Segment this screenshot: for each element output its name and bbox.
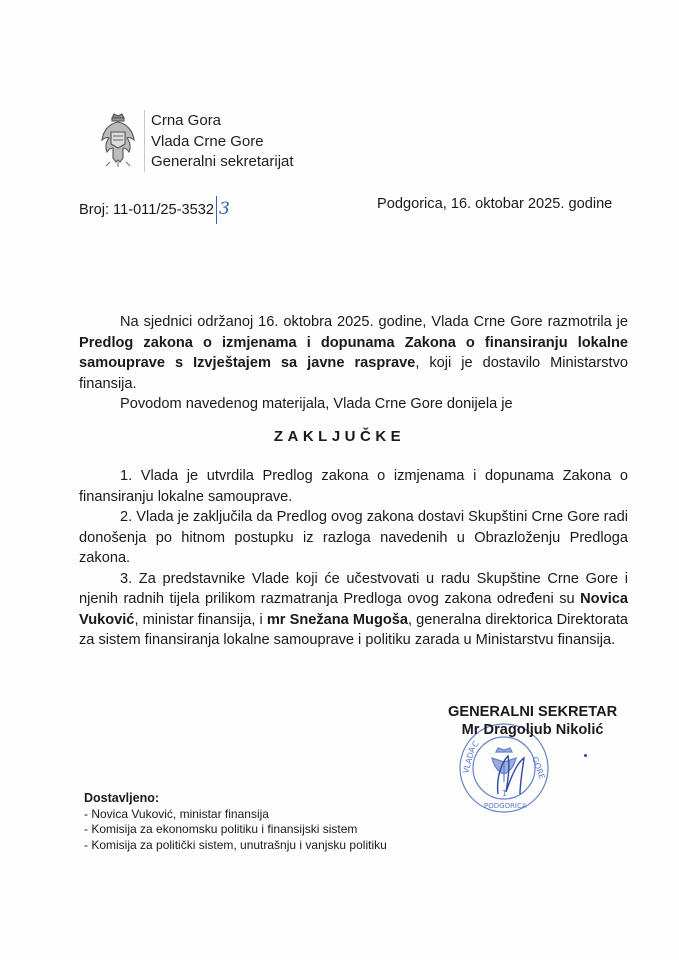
svg-text:C: C: [470, 739, 481, 750]
representative-name-2: mr Snežana Mugoša: [266, 611, 409, 628]
decision-lead-paragraph: [79, 394, 628, 415]
organization-name: [151, 110, 294, 173]
distribution-item: - Komisija za ekonomsku politiku i finansijski sistem: [84, 822, 358, 836]
document-number: [79, 196, 230, 224]
distribution-item: - Novica Vuković, ministar finansija: [84, 806, 269, 821]
distribution-label: Dostavljeno:: [84, 791, 160, 805]
representative-name-1: Novica Vuković: [79, 591, 628, 628]
svg-text:GORE: GORE: [530, 755, 547, 781]
header-divider: [144, 110, 145, 172]
document-number-label: Broj: 11-011/25-3532: [79, 202, 214, 218]
decision-lead-text: Povodom navedenog materijala, Vlada Crne Gore donijela je: [120, 396, 513, 412]
conclusions-title: ZAKLJUČKE: [273, 428, 406, 445]
conclusion-item-3: [79, 569, 628, 651]
bill-title: Predlog zakona o izmjenama i dopunama Zakona o finansiranju lokalne samouprave s Izvještajem sa javne rasprave: [79, 334, 628, 371]
letterhead: [98, 110, 294, 172]
signature-block: [448, 703, 617, 739]
svg-text:VLADA: VLADA: [461, 746, 477, 775]
handwritten-suffix: 3: [218, 199, 230, 219]
montenegro-coat-of-arms-icon: [98, 110, 138, 168]
conclusion-item-1: 1. Vlada je utvrdila Predlog zakona o izmjenama i dopunama Zakona o finansiranju lokalne samouprave.: [79, 468, 628, 505]
signatory-name: Mr Dragoljub Nikolić: [461, 722, 604, 738]
stamp-city: PODGORICA: [484, 802, 527, 810]
intro-paragraph: [79, 312, 628, 394]
signatory-title: GENERALNI SEKRETAR: [448, 704, 618, 720]
org-line-secretariat: Generalni sekretarijat: [151, 153, 294, 170]
intro-text-start: Na sjednici održanoj 16. oktobra 2025. godine, Vlada Crne Gore razmotrila je: [120, 314, 628, 330]
conclusion-item-2: 2. Vlada je zaključila da Predlog ovog zakona dostavi Skupštini Crne Gore radi donošenja po hitnom postupku iz razloga navedenih u Obrazloženju Predloga zakona.: [79, 509, 628, 566]
handwritten-mark: [216, 196, 217, 224]
distribution-item: - Komisija za politički sistem, unutrašnju i vanjsku politiku: [84, 837, 387, 852]
distribution-list: [84, 791, 387, 853]
intro-text-end: , koji je dostavilo Ministarstvo finansija.: [79, 355, 629, 392]
reference-row: [79, 192, 631, 222]
conclusion-3-text-a: 3. Za predstavnike Vlade koji će učestvovati u radu Skupštine Crne Gore i njenih radnih tijela prilikom razmatranja Predloga ovog zakona određeni su: [79, 570, 628, 607]
stamp-number: 1: [502, 789, 508, 798]
conclusion-3-text-c: , generalna direktorica Direktorata za sistem finansiranja lokalne samouprave i politiku zarada u Ministarstvu finansija.: [79, 611, 628, 648]
place-and-date: Podgorica, 16. oktobar 2025. godine: [377, 196, 613, 212]
signature-mark: [584, 754, 587, 757]
org-line-government: Vlada Crne Gore: [151, 132, 264, 150]
conclusion-3-text-b: , ministar finansija, i: [134, 611, 267, 628]
org-line-country: Crna Gora: [151, 112, 222, 129]
conclusions-list: [79, 466, 628, 651]
